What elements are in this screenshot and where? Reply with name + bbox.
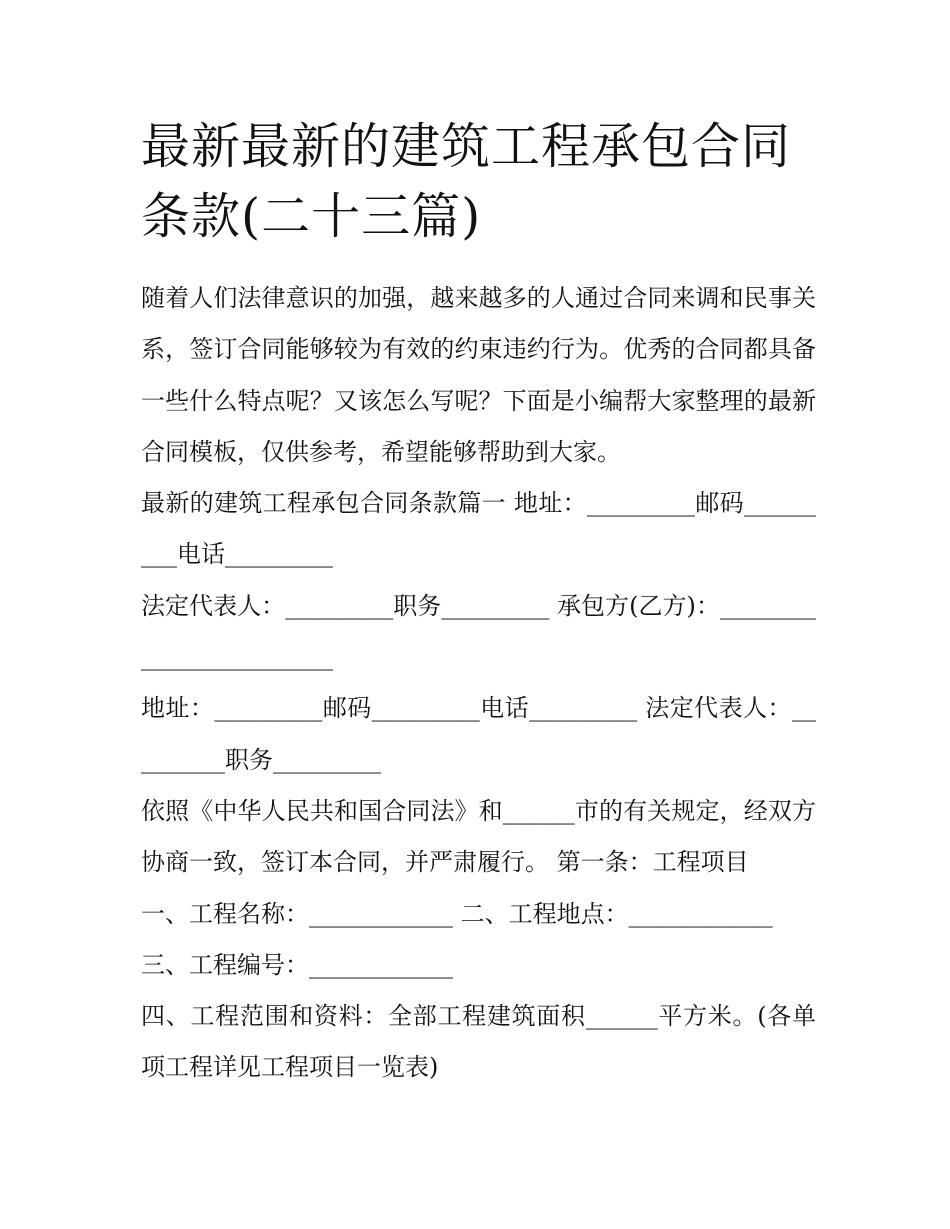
document-page: [141, 112, 816, 1094]
title-line-1: 最新最新的建筑工程承包合同: [141, 118, 792, 175]
project-number-paragraph: 三、工程编号：____________: [141, 950, 453, 979]
project-scope-paragraph: 四、工程范围和资料：全部工程建筑面积______平方米。(各单项工程详见工程项目一览表): [141, 1002, 816, 1082]
intro-paragraph: 随着人们法律意识的加强，越来越多的人通过合同来调和民事关系，签订合同能够较为有效的约束违约行为。优秀的合同都具备一些什么特点呢？又该怎么写呢？下面是小编帮大家整理的最新合同模板，仅供参考，希望能够帮助到大家。: [141, 284, 816, 466]
legal-representative-paragraph: 法定代表人：_________职务_________ 承包方(乙方)：________________________: [141, 591, 816, 672]
title-line-2: 条款(二十三篇): [141, 188, 482, 245]
contract-header-paragraph: 最新的建筑工程承包合同条款篇一 地址：_________邮码_________电话_________: [141, 489, 816, 569]
contractor-address-paragraph: 地址：_________邮码_________电话_________ 法定代表人：_________职务_________: [141, 694, 816, 774]
document-title: [141, 112, 816, 252]
legal-basis-paragraph: 依照《中华人民共和国合同法》和______市的有关规定，经双方协商一致，签订本合同，并严肃履行。 第一条：工程项目: [141, 796, 816, 877]
document-body: [141, 273, 816, 1094]
project-name-location-paragraph: 一、工程名称：____________ 二、工程地点：____________: [141, 899, 773, 928]
